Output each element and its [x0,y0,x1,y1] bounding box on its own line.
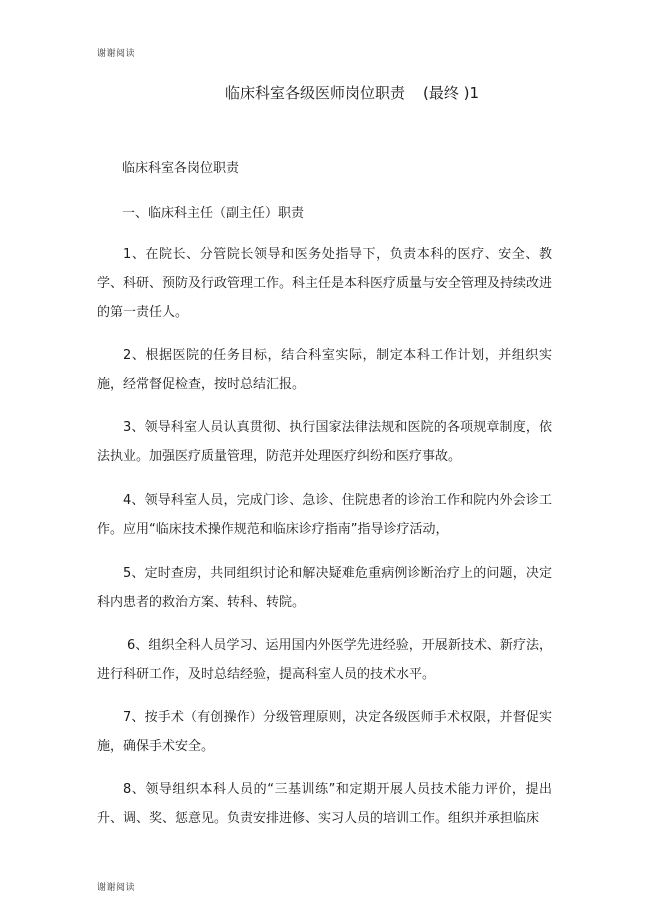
document-title [0,82,649,103]
document-title-main: 临床科室各级医师岗位职责 [224,84,405,102]
duty-item-7: 7、按手术（有创操作）分级管理原则，决定各级医师手术权限，并督促实施，确保手术安全。 [97,710,552,754]
subsection-title: 一、临床科主任（副主任）职责 [122,206,305,221]
duty-item-6: 6、组织全科人员学习、运用国内外医学先进经验，开展新技术、新疗法，进行科研工作，及时总结经验，提高科室人员的技术水平。 [97,638,552,682]
duty-item-5: 5、定时查房，共同组织讨论和解决疑难危重病例诊断治疗上的问题，决定科内患者的救治方案、转科、转院。 [97,566,552,610]
duty-item-3: 3、领导科室人员认真贯彻、执行国家法律法规和医院的各项规章制度，依法执业。加强医疗质量管理，防范并处理医疗纠纷和医疗事故。 [97,420,552,464]
footer-note: 谢谢阅读 [97,883,136,893]
duty-item-2: 2、根据医院的任务目标，结合科室实际，制定本科工作计划，并组织实施，经常督促检查，按时总结汇报。 [97,348,552,392]
duty-item-8: 8、领导组织本科人员的“三基训练”和定期开展人员技术能力评价，提出升、调、奖、惩意见。负责安排进修、实习人员的培训工作。组织并承担临床 [97,782,552,826]
duty-item-1: 1、在院长、分管院长领导和医务处指导下，负责本科的医疗、安全、教学、科研、预防及行政管理工作。科主任是本科医疗质量与安全管理及持续改进的第一责任人。 [97,247,553,320]
section-title: 临床科室各岗位职责 [122,161,240,176]
duty-item-4: 4、领导科室人员，完成门诊、急诊、住院患者的诊治工作和院内外会诊工作。应用“临床技术操作规范和临床诊疗指南”指导诊疗活动， [97,493,552,537]
header-note: 谢谢阅读 [97,49,136,59]
document-title-suffix: (最终 )1 [422,84,480,102]
